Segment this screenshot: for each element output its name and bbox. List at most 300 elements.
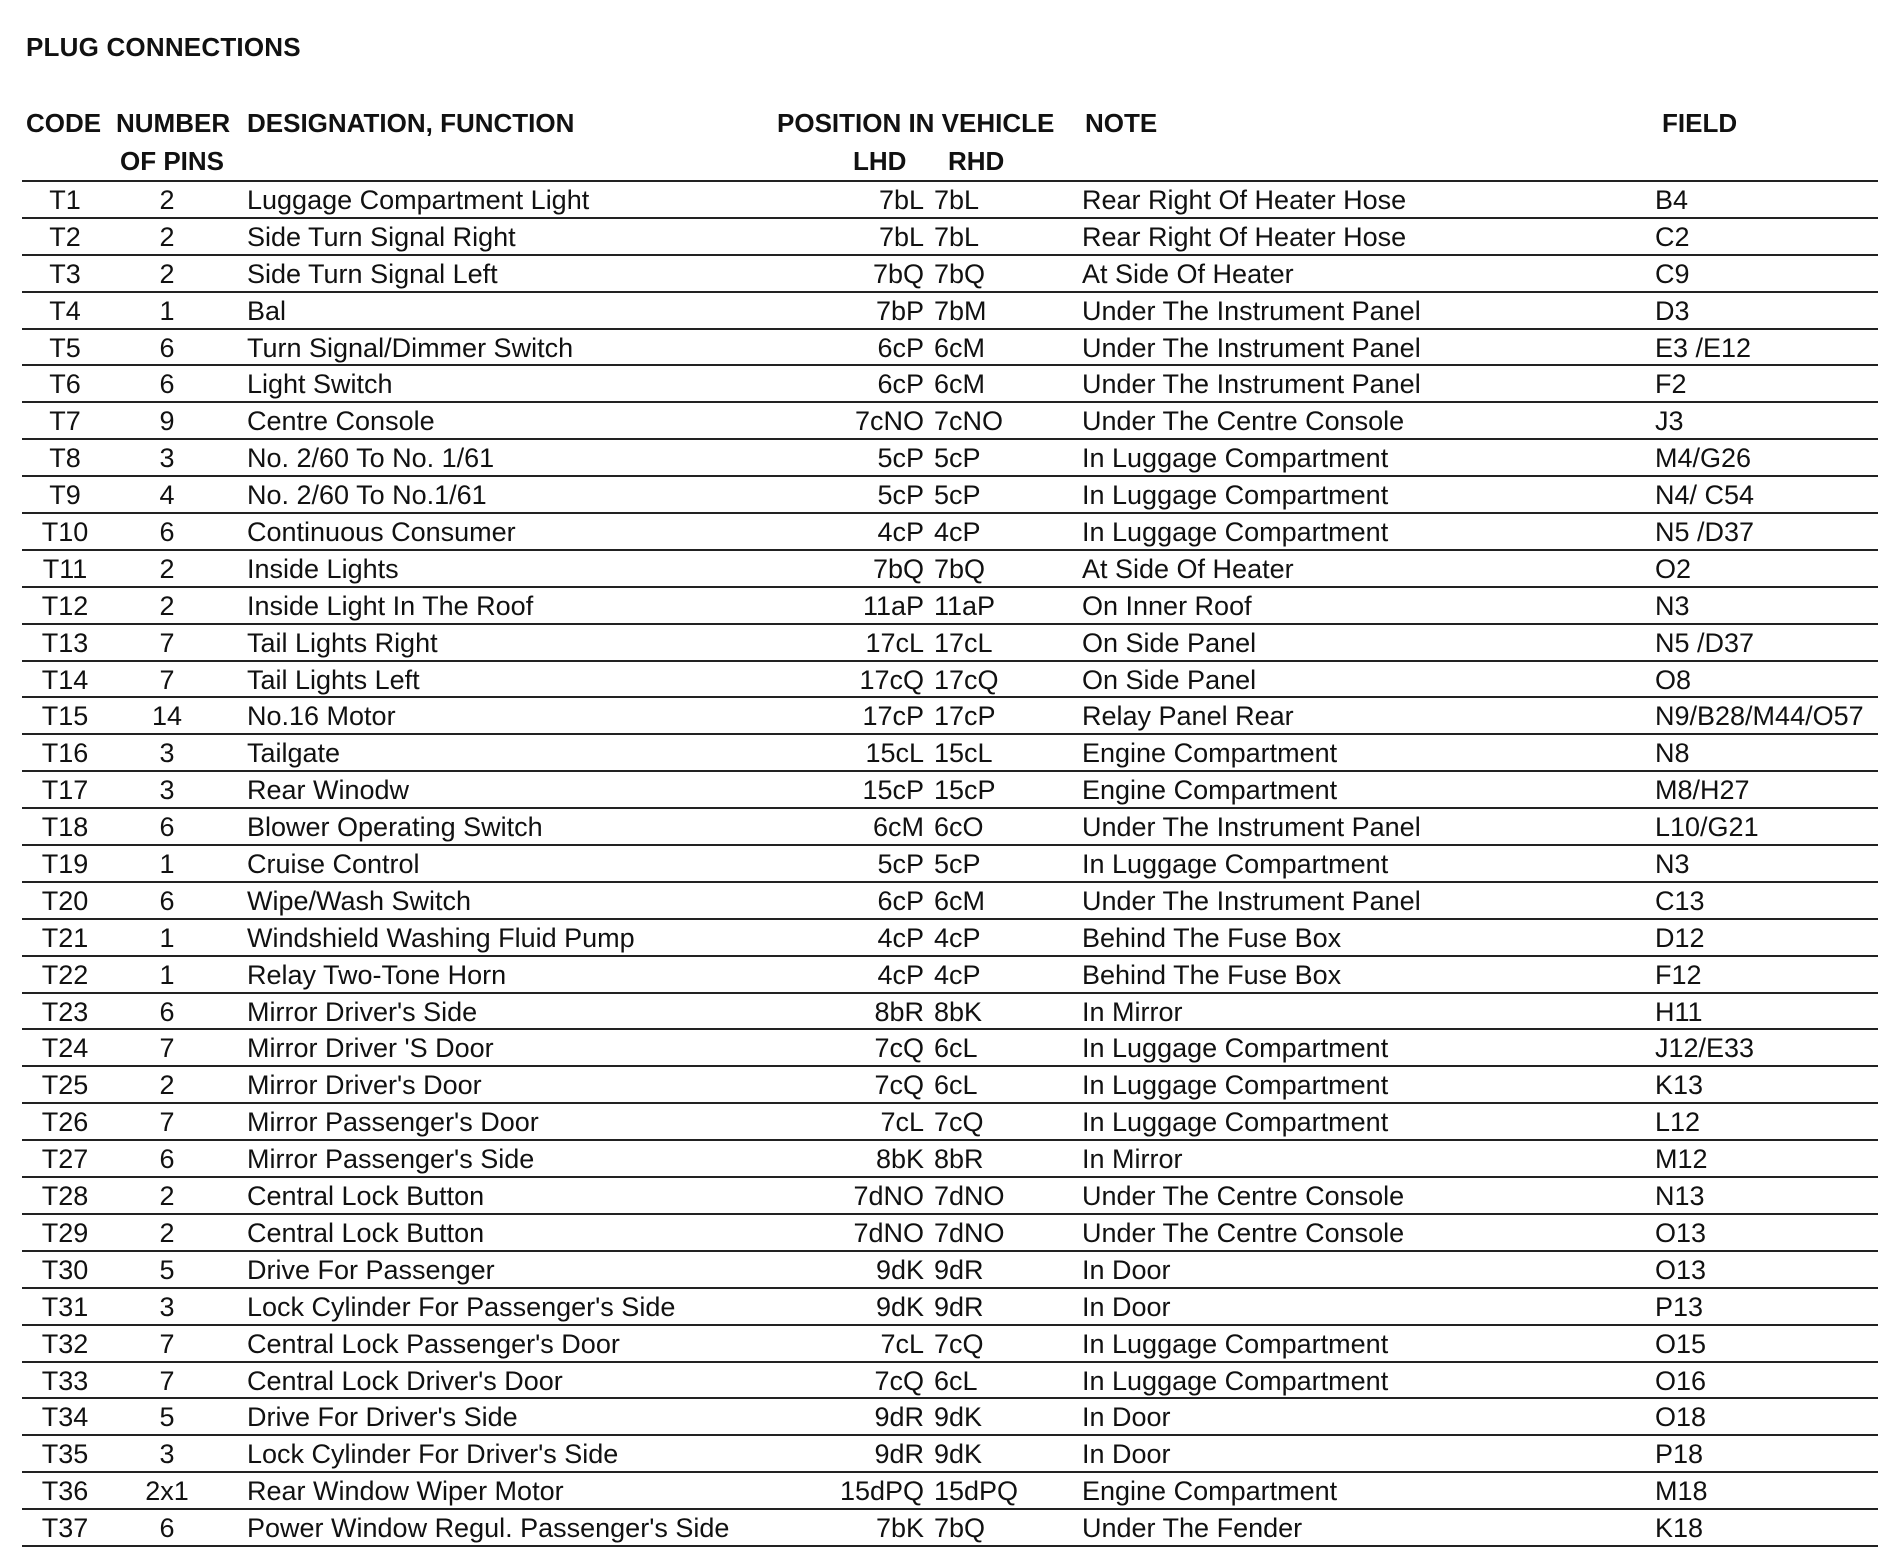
cell-lhd: 4cP	[877, 959, 924, 990]
cell-note: In Luggage Compartment	[1082, 1033, 1389, 1064]
cell-note: On Side Panel	[1082, 664, 1257, 695]
cell-designation: Mirror Passenger's Side	[247, 1144, 535, 1175]
table-row	[22, 1287, 1878, 1324]
cell-pins: 3	[159, 738, 175, 769]
cell-lhd: 7dNO	[853, 1217, 924, 1248]
cell-designation: Turn Signal/Dimmer Switch	[247, 332, 574, 363]
cell-field: P13	[1655, 1291, 1704, 1322]
table-row	[22, 660, 1878, 697]
cell-designation: Central Lock Button	[247, 1217, 485, 1248]
cell-field: M8/H27	[1655, 775, 1750, 806]
cell-rhd: 15cL	[934, 738, 993, 769]
cell-note: Under The Instrument Panel	[1082, 295, 1421, 326]
cell-designation: Blower Operating Switch	[247, 812, 543, 843]
cell-rhd: 5cP	[934, 849, 981, 880]
cell-lhd: 17cL	[865, 627, 924, 658]
cell-note: Under The Instrument Panel	[1082, 885, 1421, 916]
cell-rhd: 7dNO	[934, 1181, 1005, 1212]
cell-rhd: 7bL	[934, 185, 980, 215]
cell-lhd: 9dK	[875, 1254, 924, 1285]
cell-note: In Door	[1082, 1439, 1171, 1470]
cell-lhd: 15cP	[862, 775, 924, 806]
table-row	[22, 364, 1878, 401]
cell-note: In Luggage Compartment	[1082, 517, 1389, 548]
cell-designation: Tail Lights Left	[247, 664, 420, 695]
cell-pins: 2	[159, 590, 175, 621]
cell-pins: 5	[159, 1402, 175, 1433]
cell-designation: Central Lock Button	[247, 1181, 485, 1212]
cell-note: In Luggage Compartment	[1082, 1365, 1389, 1396]
cell-rhd: 6cO	[934, 812, 984, 843]
cell-designation: Inside Light In The Roof	[247, 590, 534, 621]
cell-lhd: 9dR	[874, 1402, 924, 1433]
cell-rhd: 7bL	[934, 221, 980, 252]
cell-field: K18	[1655, 1513, 1704, 1544]
cell-code: T11	[42, 553, 88, 584]
table-row	[22, 1397, 1878, 1434]
cell-rhd: 6cL	[934, 1033, 978, 1064]
cell-lhd: 15dPQ	[839, 1476, 924, 1507]
cell-code: T32	[41, 1328, 89, 1359]
cell-code: T18	[41, 812, 89, 843]
cell-pins: 6	[159, 332, 175, 363]
cell-note: Under The Centre Console	[1082, 1181, 1405, 1212]
cell-rhd: 7cQ	[934, 1328, 984, 1359]
cell-pins: 3	[159, 443, 175, 474]
table-row	[22, 1065, 1878, 1102]
cell-code: T15	[41, 701, 89, 732]
cell-rhd: 7bM	[934, 295, 987, 326]
cell-code: T10	[41, 517, 89, 548]
cell-code: T24	[41, 1033, 89, 1064]
cell-rhd: 7cNO	[934, 406, 1004, 437]
table-row	[22, 217, 1878, 254]
cell-pins: 6	[159, 996, 175, 1027]
cell-field: F2	[1655, 369, 1687, 400]
cell-lhd: 7bQ	[872, 258, 924, 289]
cell-field: N13	[1655, 1181, 1705, 1212]
cell-note: At Side Of Heater	[1082, 553, 1294, 584]
table-row	[22, 955, 1878, 992]
cell-rhd: 5cP	[934, 480, 981, 511]
cell-designation: Mirror Driver 'S Door	[247, 1033, 494, 1064]
cell-pins: 1	[159, 849, 175, 880]
cell-rhd: 6cM	[934, 332, 986, 363]
cell-designation: Mirror Driver's Side	[247, 996, 478, 1027]
cell-pins: 6	[159, 1513, 175, 1544]
cell-field: N4/ C54	[1655, 480, 1755, 511]
table-row	[22, 1361, 1878, 1398]
cell-field: M18	[1655, 1476, 1708, 1507]
cell-field: O16	[1655, 1365, 1707, 1396]
cell-field: C9	[1655, 258, 1690, 289]
cell-field: N8	[1655, 738, 1690, 769]
cell-lhd: 4cP	[877, 517, 924, 548]
cell-lhd: 5cP	[877, 849, 924, 880]
cell-note: In Door	[1082, 1254, 1171, 1285]
cell-pins: 3	[159, 1439, 175, 1470]
cell-note: Engine Compartment	[1082, 775, 1338, 806]
cell-lhd: 7bP	[875, 295, 924, 326]
cell-rhd: 17cQ	[934, 664, 999, 695]
cell-rhd: 6cL	[934, 1070, 978, 1101]
cell-field: D3	[1655, 295, 1690, 326]
cell-code: T29	[41, 1217, 89, 1248]
cell-note: Under The Instrument Panel	[1082, 332, 1421, 363]
cell-note: In Mirror	[1082, 996, 1183, 1027]
table-row	[22, 475, 1878, 512]
cell-field: J12/E33	[1655, 1033, 1755, 1064]
cell-designation: Mirror Passenger's Door	[247, 1107, 539, 1138]
cell-note: On Side Panel	[1082, 627, 1257, 658]
cell-field: M12	[1655, 1144, 1708, 1175]
cell-rhd: 6cM	[934, 885, 986, 916]
table-row	[22, 291, 1878, 328]
cell-designation: Side Turn Signal Left	[247, 258, 498, 289]
table-row	[22, 328, 1878, 365]
cell-field: N9/B28/M44/O57	[1655, 701, 1864, 732]
cell-designation: Continuous Consumer	[247, 517, 516, 548]
cell-rhd: 8bK	[934, 996, 983, 1027]
cell-pins: 2x1	[145, 1476, 189, 1507]
cell-code: T13	[41, 627, 89, 658]
cell-lhd: 9dK	[875, 1291, 924, 1322]
cell-pins: 2	[159, 221, 175, 252]
cell-note: On Inner Roof	[1082, 590, 1252, 621]
cell-note: Engine Compartment	[1082, 1476, 1338, 1507]
cell-field: O13	[1655, 1217, 1707, 1248]
cell-code: T37	[41, 1513, 89, 1544]
cell-designation: Rear Window Wiper Motor	[247, 1476, 564, 1507]
cell-rhd: 9dK	[934, 1402, 983, 1433]
cell-code: T19	[41, 849, 89, 880]
table-row	[22, 1250, 1878, 1287]
cell-designation: Drive For Driver's Side	[247, 1402, 518, 1433]
cell-rhd: 9dR	[934, 1254, 984, 1285]
cell-rhd: 17cL	[934, 627, 993, 658]
cell-designation: Rear Winodw	[247, 775, 410, 806]
table-row	[22, 733, 1878, 770]
table-row	[22, 881, 1878, 918]
cell-field: O18	[1655, 1402, 1707, 1433]
header-code: CODE	[26, 108, 102, 138]
cell-lhd: 15cL	[865, 738, 924, 769]
cell-rhd: 15dPQ	[934, 1476, 1019, 1507]
cell-field: N5 /D37	[1655, 627, 1755, 658]
cell-field: L12	[1655, 1107, 1701, 1138]
cell-code: T16	[41, 738, 89, 769]
cell-rhd: 7bQ	[934, 258, 986, 289]
table-row	[22, 1434, 1878, 1471]
cell-field: F12	[1655, 959, 1702, 990]
cell-lhd: 7cQ	[874, 1365, 924, 1396]
cell-note: In Luggage Compartment	[1082, 480, 1389, 511]
cell-pins: 2	[159, 553, 175, 584]
cell-rhd: 4cP	[934, 922, 981, 953]
table-row	[22, 254, 1878, 291]
cell-lhd: 17cP	[862, 701, 924, 732]
header-of-pins: OF PINS	[120, 146, 225, 176]
cell-field: K13	[1655, 1070, 1704, 1101]
cell-code: T20	[41, 885, 89, 916]
cell-code: T23	[41, 996, 89, 1027]
cell-designation: Light Switch	[247, 369, 393, 400]
cell-designation: Centre Console	[247, 406, 435, 437]
cell-designation: Relay Two-Tone Horn	[247, 959, 507, 990]
cell-rhd: 4cP	[934, 517, 981, 548]
table-row	[22, 1324, 1878, 1361]
cell-code: T36	[41, 1476, 89, 1507]
header-rhd: RHD	[948, 146, 1005, 176]
cell-note: In Luggage Compartment	[1082, 1070, 1389, 1101]
cell-rhd: 17cP	[934, 701, 996, 732]
cell-pins: 6	[159, 1144, 175, 1175]
cell-designation: Lock Cylinder For Driver's Side	[247, 1439, 619, 1470]
cell-rhd: 9dR	[934, 1291, 984, 1322]
cell-code: T4	[49, 295, 81, 326]
table-row	[22, 770, 1878, 807]
cell-designation: Power Window Regul. Passenger's Side	[247, 1513, 730, 1544]
cell-pins: 1	[159, 922, 175, 953]
cell-field: O2	[1655, 553, 1692, 584]
cell-designation: Tailgate	[247, 738, 341, 769]
cell-code: T26	[41, 1107, 89, 1138]
header-number: NUMBER	[116, 108, 231, 138]
cell-note: Rear Right Of Heater Hose	[1082, 221, 1407, 252]
cell-field: J3	[1655, 406, 1684, 437]
cell-designation: Central Lock Driver's Door	[247, 1365, 563, 1396]
cell-pins: 6	[159, 369, 175, 400]
cell-pins: 2	[159, 258, 175, 289]
cell-note: Under The Centre Console	[1082, 1217, 1405, 1248]
plug-connections-table	[22, 180, 1878, 1547]
cell-designation: No. 2/60 To No.1/61	[247, 480, 487, 511]
cell-designation: Bal	[247, 295, 287, 326]
table-row	[22, 401, 1878, 438]
cell-designation: Tail Lights Right	[247, 627, 438, 658]
cell-lhd: 7cL	[880, 1107, 924, 1138]
cell-note: Under The Instrument Panel	[1082, 369, 1421, 400]
header-lhd: LHD	[853, 146, 907, 176]
cell-pins: 2	[159, 1070, 175, 1101]
cell-note: Rear Right Of Heater Hose	[1082, 185, 1407, 215]
cell-rhd: 11aP	[934, 590, 996, 621]
cell-lhd: 7bQ	[872, 553, 924, 584]
header-field: FIELD	[1662, 108, 1738, 138]
cell-note: In Luggage Compartment	[1082, 849, 1389, 880]
table-row	[22, 438, 1878, 475]
cell-field: C13	[1655, 885, 1705, 916]
table-row	[22, 549, 1878, 586]
cell-note: Behind The Fuse Box	[1082, 959, 1342, 990]
cell-lhd: 7bK	[875, 1513, 924, 1544]
cell-lhd: 6cP	[877, 332, 924, 363]
cell-code: T12	[41, 590, 89, 621]
table-row	[22, 1471, 1878, 1508]
cell-lhd: 4cP	[877, 922, 924, 953]
cell-lhd: 7bL	[878, 221, 924, 252]
cell-rhd: 8bR	[934, 1144, 984, 1175]
cell-note: In Mirror	[1082, 1144, 1183, 1175]
table-row	[22, 1028, 1878, 1065]
table-row	[22, 918, 1878, 955]
cell-lhd: 7cL	[880, 1328, 924, 1359]
cell-field: L10/G21	[1655, 812, 1759, 843]
cell-code: T5	[49, 332, 81, 363]
cell-note: In Luggage Compartment	[1082, 443, 1389, 474]
table-row	[22, 1213, 1878, 1250]
cell-code: T9	[49, 480, 81, 511]
cell-field: N5 /D37	[1655, 517, 1755, 548]
cell-lhd: 6cM	[872, 812, 924, 843]
cell-code: T34	[41, 1402, 89, 1433]
cell-lhd: 7bL	[878, 185, 924, 215]
cell-note: In Luggage Compartment	[1082, 1107, 1389, 1138]
table-row	[22, 844, 1878, 881]
cell-field: O8	[1655, 664, 1692, 695]
cell-note: Relay Panel Rear	[1082, 701, 1294, 732]
header-designation: DESIGNATION, FUNCTION	[247, 108, 575, 138]
cell-rhd: 6cL	[934, 1365, 978, 1396]
cell-field: C2	[1655, 221, 1690, 252]
cell-code: T31	[41, 1291, 89, 1322]
cell-code: T28	[41, 1181, 89, 1212]
cell-designation: Wipe/Wash Switch	[247, 885, 472, 916]
cell-pins: 7	[159, 1365, 175, 1396]
cell-field: O13	[1655, 1254, 1707, 1285]
cell-pins: 6	[159, 812, 175, 843]
cell-designation: No.16 Motor	[247, 701, 396, 732]
table-row	[22, 1508, 1878, 1547]
cell-designation: Cruise Control	[247, 849, 420, 880]
cell-note: In Door	[1082, 1402, 1171, 1433]
cell-designation: Luggage Compartment Light	[247, 185, 590, 215]
cell-field: M4/G26	[1655, 443, 1752, 474]
cell-code: T33	[41, 1365, 89, 1396]
cell-code: T2	[49, 221, 81, 252]
cell-lhd: 7cQ	[874, 1070, 924, 1101]
cell-rhd: 9dK	[934, 1439, 983, 1470]
cell-designation: Inside Lights	[247, 553, 399, 584]
cell-field: B4	[1655, 185, 1689, 215]
cell-code: T35	[41, 1439, 89, 1470]
cell-pins: 1	[159, 959, 175, 990]
cell-rhd: 15cP	[934, 775, 996, 806]
cell-pins: 2	[159, 1181, 175, 1212]
cell-pins: 6	[159, 517, 175, 548]
cell-pins: 5	[159, 1254, 175, 1285]
cell-note: In Door	[1082, 1291, 1171, 1322]
cell-lhd: 9dR	[874, 1439, 924, 1470]
cell-note: Under The Instrument Panel	[1082, 812, 1421, 843]
cell-note: Under The Centre Console	[1082, 406, 1405, 437]
cell-code: T7	[49, 406, 81, 437]
cell-pins: 3	[159, 1291, 175, 1322]
cell-pins: 9	[159, 406, 175, 437]
cell-note: Behind The Fuse Box	[1082, 922, 1342, 953]
cell-note: Engine Compartment	[1082, 738, 1338, 769]
cell-code: T8	[49, 443, 81, 474]
cell-code: T30	[41, 1254, 89, 1285]
cell-lhd: 6cP	[877, 369, 924, 400]
table-row	[22, 1139, 1878, 1176]
cell-field: E3 /E12	[1655, 332, 1752, 363]
table-row	[22, 696, 1878, 733]
cell-pins: 3	[159, 775, 175, 806]
cell-pins: 7	[159, 664, 175, 695]
table-row	[22, 623, 1878, 660]
cell-lhd: 7dNO	[853, 1181, 924, 1212]
cell-note: In Luggage Compartment	[1082, 1328, 1389, 1359]
table-row	[22, 180, 1878, 217]
cell-lhd: 7cNO	[854, 406, 924, 437]
cell-pins: 7	[159, 1033, 175, 1064]
cell-note: At Side Of Heater	[1082, 258, 1294, 289]
cell-designation: Mirror Driver's Door	[247, 1070, 482, 1101]
cell-pins: 7	[159, 1328, 175, 1359]
cell-field: P18	[1655, 1439, 1704, 1470]
cell-designation: Windshield Washing Fluid Pump	[247, 922, 635, 953]
cell-rhd: 5cP	[934, 443, 981, 474]
cell-pins: 6	[159, 885, 175, 916]
cell-lhd: 6cP	[877, 885, 924, 916]
cell-lhd: 11aP	[862, 590, 924, 621]
cell-rhd: 6cM	[934, 369, 986, 400]
cell-rhd: 7bQ	[934, 553, 986, 584]
table-row	[22, 586, 1878, 623]
cell-note: Under The Fender	[1082, 1513, 1303, 1544]
page-title: PLUG CONNECTIONS	[26, 32, 301, 62]
header-note: NOTE	[1085, 108, 1158, 138]
cell-code: T21	[41, 922, 89, 953]
cell-pins: 7	[159, 627, 175, 658]
cell-pins: 14	[151, 701, 183, 732]
cell-lhd: 5cP	[877, 480, 924, 511]
cell-designation: Side Turn Signal Right	[247, 221, 516, 252]
cell-code: T3	[49, 258, 81, 289]
cell-pins: 2	[159, 1217, 175, 1248]
cell-designation: No. 2/60 To No. 1/61	[247, 443, 495, 474]
cell-designation: Drive For Passenger	[247, 1254, 495, 1285]
cell-field: N3	[1655, 590, 1690, 621]
table-row	[22, 1102, 1878, 1139]
cell-code: T14	[41, 664, 89, 695]
cell-code: T6	[49, 369, 81, 400]
cell-lhd: 8bR	[874, 996, 924, 1027]
cell-field: N3	[1655, 849, 1690, 880]
cell-field: O15	[1655, 1328, 1707, 1359]
cell-pins: 1	[159, 295, 175, 326]
cell-pins: 4	[159, 480, 175, 511]
cell-lhd: 8bK	[875, 1144, 924, 1175]
cell-rhd: 7dNO	[934, 1217, 1005, 1248]
table-row	[22, 1176, 1878, 1213]
cell-rhd: 7bQ	[934, 1513, 986, 1544]
cell-designation: Lock Cylinder For Passenger's Side	[247, 1291, 676, 1322]
cell-lhd: 5cP	[877, 443, 924, 474]
cell-code: T22	[41, 959, 89, 990]
cell-designation: Central Lock Passenger's Door	[247, 1328, 620, 1359]
table-row	[22, 807, 1878, 844]
cell-code: T25	[41, 1070, 89, 1101]
cell-pins: 7	[159, 1107, 175, 1138]
cell-rhd: 7cQ	[934, 1107, 984, 1138]
table-row	[22, 992, 1878, 1029]
header-position: POSITION IN VEHICLE	[777, 108, 1055, 138]
cell-field: D12	[1655, 922, 1705, 953]
cell-rhd: 4cP	[934, 959, 981, 990]
cell-lhd: 17cQ	[859, 664, 924, 695]
